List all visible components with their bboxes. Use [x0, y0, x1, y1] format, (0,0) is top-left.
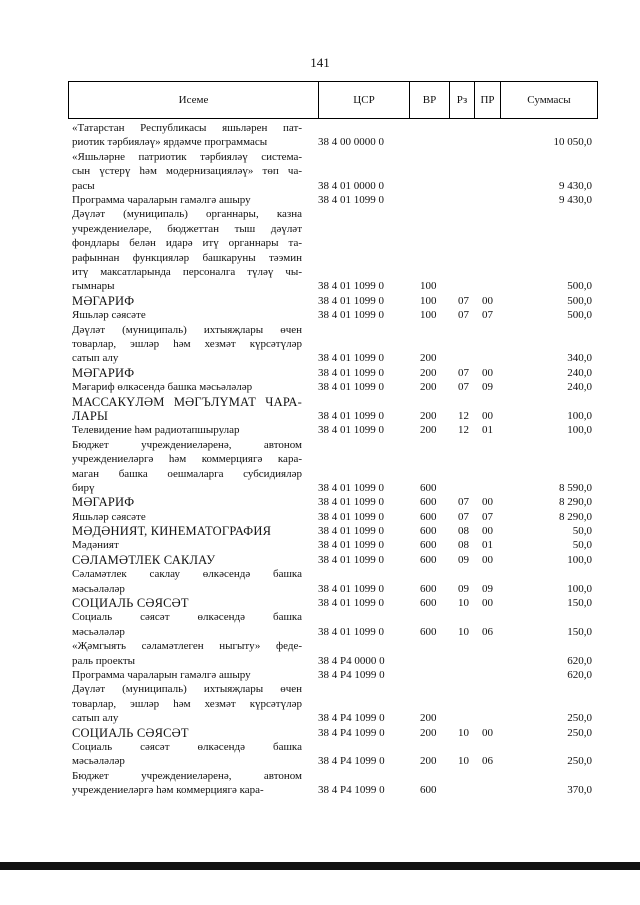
- row-name: [72, 538, 302, 552]
- row-csr: 38 4 P4 1099 0: [318, 669, 385, 682]
- row-rz: 07: [458, 381, 469, 394]
- row-name-line: Дәүләт (муниципаль) ихтыяҗлары өчен: [72, 683, 302, 696]
- row-name: [72, 639, 302, 668]
- row-pr: 00: [482, 525, 493, 538]
- row-name: [72, 193, 302, 207]
- row-rz: 09: [458, 553, 469, 566]
- row-csr: 38 4 01 1099 0: [318, 352, 384, 365]
- row-name-line: Мәдәният: [72, 539, 119, 552]
- row-name-line: сатып алу: [72, 352, 119, 365]
- table-row: [0, 596, 640, 610]
- row-name-line: мәсьәләләр: [72, 755, 125, 768]
- row-pr: 01: [482, 424, 493, 437]
- row-name-line: рафыннан функцияләр башкаруны тәэмин: [72, 251, 302, 264]
- row-vr: 200: [420, 366, 437, 379]
- row-name-line: СОЦИАЛЬ СӘЯСӘТ: [72, 596, 189, 611]
- row-csr: 38 4 01 1099 0: [318, 539, 384, 552]
- row-name: [72, 495, 302, 509]
- row-name: [72, 682, 302, 725]
- row-csr: 38 4 P4 1099 0: [318, 755, 385, 768]
- row-pr: 06: [482, 755, 493, 768]
- row-sum: 370,0: [567, 784, 592, 797]
- row-name-line: фондлары белән идарә итү органнары та-: [72, 237, 302, 250]
- row-name-line: маган башка оешмаларга субсидияләр: [72, 467, 302, 480]
- row-name: [72, 596, 302, 610]
- row-csr: 38 4 01 1099 0: [318, 424, 384, 437]
- table-row: [0, 438, 640, 496]
- row-vr: 100: [420, 309, 437, 322]
- row-name: [72, 553, 302, 567]
- row-sum: 620,0: [567, 654, 592, 667]
- table-body: [0, 121, 640, 798]
- row-name-line: Яшьләр сәясәте: [72, 309, 146, 322]
- table-row: [0, 308, 640, 322]
- table-row: [0, 510, 640, 524]
- row-rz: 07: [458, 294, 469, 307]
- row-sum: 250,0: [567, 712, 592, 725]
- row-vr: 600: [420, 525, 437, 538]
- row-vr: 200: [420, 712, 437, 725]
- row-csr: 38 4 01 1099 0: [318, 625, 384, 638]
- row-name-line: товарлар, эшләр һәм хезмәт күрсәтүләр: [72, 337, 302, 350]
- table-row: [0, 366, 640, 380]
- table-row: [0, 668, 640, 682]
- row-name-line: расы: [72, 179, 95, 192]
- row-pr: 09: [482, 381, 493, 394]
- row-csr: 38 4 01 1099 0: [318, 525, 384, 538]
- row-sum: 150,0: [567, 625, 592, 638]
- row-csr: 38 4 01 1099 0: [318, 294, 384, 307]
- page-number: 141: [310, 55, 330, 70]
- row-csr: 38 4 P4 1099 0: [318, 784, 385, 797]
- row-name: [72, 294, 302, 308]
- row-pr: 00: [482, 496, 493, 509]
- row-csr: 38 4 01 1099 0: [318, 381, 384, 394]
- row-name-line: МАССАКҮЛӘМ МӘГЪЛҮМАТ ЧАРА-: [72, 394, 302, 409]
- row-vr: 600: [420, 510, 437, 523]
- row-rz: 08: [458, 539, 469, 552]
- row-sum: 9 430,0: [559, 193, 592, 206]
- table-row: [0, 495, 640, 509]
- row-name: [72, 423, 302, 437]
- header-rz: Рз: [449, 82, 474, 118]
- row-sum: 50,0: [572, 539, 592, 552]
- header-pr: ПР: [474, 82, 500, 118]
- header-csr: ЦСР: [318, 82, 409, 118]
- row-csr: 38 4 01 1099 0: [318, 481, 384, 494]
- row-csr: 38 4 01 1099 0: [318, 510, 384, 523]
- row-sum: 500,0: [567, 294, 592, 307]
- row-csr: 38 4 01 1099 0: [318, 553, 384, 566]
- row-name-line: Программа чараларын гамәлгә ашыру: [72, 669, 251, 682]
- row-csr: 38 4 01 1099 0: [318, 193, 384, 206]
- row-pr: 00: [482, 294, 493, 307]
- row-name: [72, 740, 302, 769]
- row-name: [72, 366, 302, 380]
- row-sum: 10 050,0: [553, 136, 592, 149]
- row-name-line: СОЦИАЛЬ СӘЯСӘТ: [72, 725, 189, 740]
- row-sum: 100,0: [567, 409, 592, 422]
- table-row: [0, 294, 640, 308]
- row-name-line: Бюджет учреждениеләренә, автоном: [72, 769, 302, 782]
- table-row: [0, 538, 640, 552]
- row-name-line: МӘГАРИФ: [72, 365, 135, 380]
- row-name-line: МӘГАРИФ: [72, 293, 135, 308]
- row-name-line: ЛАРЫ: [72, 408, 109, 423]
- row-vr: 100: [420, 294, 437, 307]
- row-vr: 600: [420, 597, 437, 610]
- row-rz: 07: [458, 510, 469, 523]
- row-name: [72, 150, 302, 193]
- header-sum: Суммасы: [500, 82, 597, 118]
- row-sum: 8 290,0: [559, 510, 592, 523]
- row-pr: 07: [482, 309, 493, 322]
- row-pr: 09: [482, 582, 493, 595]
- row-vr: 600: [420, 539, 437, 552]
- row-name-line: риотик тәрбияләү» ярдәмче программасы: [72, 136, 268, 149]
- row-sum: 100,0: [567, 553, 592, 566]
- table-row: [0, 567, 640, 596]
- row-name: [72, 380, 302, 394]
- table-row: [0, 121, 640, 150]
- row-rz: 08: [458, 525, 469, 538]
- row-pr: 00: [482, 366, 493, 379]
- row-name: [72, 323, 302, 366]
- row-csr: 38 4 01 1099 0: [318, 280, 384, 293]
- row-vr: 100: [420, 280, 437, 293]
- row-vr: 200: [420, 424, 437, 437]
- row-vr: 600: [420, 481, 437, 494]
- row-sum: 250,0: [567, 755, 592, 768]
- row-name-line: Яшьләр сәясәте: [72, 510, 146, 523]
- row-rz: 07: [458, 496, 469, 509]
- table-row: [0, 639, 640, 668]
- row-rz: 10: [458, 625, 469, 638]
- row-name: [72, 395, 302, 424]
- row-name-line: МӘДӘНИЯТ, КИНЕМАТОГРАФИЯ: [72, 524, 272, 539]
- table-row: [0, 553, 640, 567]
- row-sum: 340,0: [567, 352, 592, 365]
- row-sum: 100,0: [567, 424, 592, 437]
- row-name: [72, 438, 302, 496]
- row-pr: 00: [482, 597, 493, 610]
- row-name-line: учреждениеләре, бюджеттан тыш дәүләт: [72, 222, 302, 235]
- row-vr: 600: [420, 625, 437, 638]
- row-name: [72, 726, 302, 740]
- row-csr: 38 4 01 1099 0: [318, 597, 384, 610]
- row-name: [72, 510, 302, 524]
- table-row: [0, 193, 640, 207]
- row-sum: 500,0: [567, 309, 592, 322]
- row-vr: 600: [420, 582, 437, 595]
- row-name: [72, 769, 302, 798]
- row-rz: 07: [458, 309, 469, 322]
- row-csr: 38 4 01 1099 0: [318, 582, 384, 595]
- row-vr: 600: [420, 553, 437, 566]
- row-name-line: Телевидение һәм радиотапшырулар: [72, 424, 240, 437]
- table-row: [0, 150, 640, 193]
- row-name-line: Дәүләт (муниципаль) органнары, казна: [72, 208, 302, 221]
- row-sum: 50,0: [572, 525, 592, 538]
- row-name-line: раль проекты: [72, 654, 136, 667]
- table-row: [0, 380, 640, 394]
- row-csr: 38 4 00 0000 0: [318, 136, 384, 149]
- row-vr: 200: [420, 409, 437, 422]
- row-name: [72, 308, 302, 322]
- row-name-line: сын үстерү һәм модернизацияләү» төп ча-: [72, 165, 302, 178]
- table-row: [0, 610, 640, 639]
- row-sum: 250,0: [567, 726, 592, 739]
- row-vr: 600: [420, 784, 437, 797]
- table-header: [68, 81, 598, 119]
- row-vr: 600: [420, 496, 437, 509]
- row-name-line: Дәүләт (муниципаль) ихтыяҗлары өчен: [72, 323, 302, 336]
- table-row: [0, 524, 640, 538]
- table-row: [0, 740, 640, 769]
- row-pr: 00: [482, 726, 493, 739]
- row-csr: 38 4 01 1099 0: [318, 496, 384, 509]
- row-name: [72, 207, 302, 293]
- row-name-line: Бюджет учреждениеләренә, автоном: [72, 438, 302, 451]
- table-row: [0, 395, 640, 424]
- row-sum: 240,0: [567, 381, 592, 394]
- row-name: [72, 668, 302, 682]
- row-name-line: Социаль сәясәт өлкәсендә башка: [72, 741, 302, 753]
- row-csr: 38 4 01 0000 0: [318, 179, 384, 192]
- row-vr: 200: [420, 726, 437, 739]
- row-csr: 38 4 P4 0000 0: [318, 654, 385, 667]
- row-pr: 07: [482, 510, 493, 523]
- row-sum: 240,0: [567, 366, 592, 379]
- row-name: [72, 121, 302, 150]
- row-name-line: мәсьәләләр: [72, 582, 125, 595]
- row-name-line: «Җәмгыять сәламәтлеген ныгыту» феде-: [72, 640, 302, 653]
- row-sum: 500,0: [567, 280, 592, 293]
- row-rz: 10: [458, 597, 469, 610]
- row-name-line: Программа чараларын гамәлгә ашыру: [72, 193, 251, 206]
- row-rz: 07: [458, 366, 469, 379]
- table-row: [0, 323, 640, 366]
- row-vr: 200: [420, 352, 437, 365]
- row-name: [72, 567, 302, 596]
- row-vr: 200: [420, 755, 437, 768]
- table-row: [0, 769, 640, 798]
- bottom-bar: [0, 862, 640, 870]
- row-name-line: сатып алу: [72, 712, 119, 725]
- row-sum: 620,0: [567, 669, 592, 682]
- row-name-line: Социаль сәясәт өлкәсендә башка: [72, 611, 302, 624]
- row-name: [72, 524, 302, 538]
- row-name-line: МӘГАРИФ: [72, 495, 135, 510]
- row-name-line: учреждениеләргә һәм коммерциягә кара-: [72, 453, 302, 466]
- row-sum: 8 290,0: [559, 496, 592, 509]
- row-name-line: «Татарстан Республикасы яшьләрен пат-: [72, 122, 302, 134]
- row-name-line: итү максатларында персоналга түләү чы-: [72, 266, 302, 278]
- row-rz: 09: [458, 582, 469, 595]
- row-sum: 100,0: [567, 582, 592, 595]
- row-sum: 9 430,0: [559, 179, 592, 192]
- row-name-line: Сәламәтлек саклау өлкәсендә башка: [72, 568, 302, 581]
- row-name-line: мәсьәләләр: [72, 625, 125, 638]
- row-vr: 200: [420, 381, 437, 394]
- row-rz: 12: [458, 409, 469, 422]
- row-csr: 38 4 01 1099 0: [318, 409, 384, 422]
- row-rz: 10: [458, 755, 469, 768]
- table-row: [0, 682, 640, 725]
- row-name-line: товарлар, эшләр һәм хезмәт күрсәтүләр: [72, 697, 302, 710]
- row-csr: 38 4 P4 1099 0: [318, 726, 385, 739]
- table-row: [0, 726, 640, 740]
- row-rz: 12: [458, 424, 469, 437]
- table-row: [0, 207, 640, 293]
- header-name: Исеме: [178, 94, 209, 106]
- row-name-line: СӘЛАМӘТЛЕК САКЛАУ: [72, 552, 216, 567]
- row-rz: 10: [458, 726, 469, 739]
- row-name-line: «Яшьләрне патриотик тәрбияләү система-: [72, 150, 302, 163]
- row-csr: 38 4 01 1099 0: [318, 366, 384, 379]
- table-row: [0, 423, 640, 437]
- row-sum: 8 590,0: [559, 481, 592, 494]
- row-csr: 38 4 P4 1099 0: [318, 712, 385, 725]
- row-pr: 00: [482, 553, 493, 566]
- row-pr: 06: [482, 625, 493, 638]
- row-pr: 00: [482, 409, 493, 422]
- header-vr: ВР: [409, 82, 449, 118]
- row-pr: 01: [482, 539, 493, 552]
- row-name-line: гымнары: [72, 280, 115, 293]
- row-csr: 38 4 01 1099 0: [318, 309, 384, 322]
- row-sum: 150,0: [567, 597, 592, 610]
- row-name-line: Мәгариф өлкәсендә башка мәсьәләләр: [72, 381, 253, 394]
- row-name-line: бирү: [72, 481, 95, 494]
- row-name: [72, 610, 302, 639]
- row-name-line: учреждениеләргә һәм коммерциягә кара-: [72, 784, 264, 797]
